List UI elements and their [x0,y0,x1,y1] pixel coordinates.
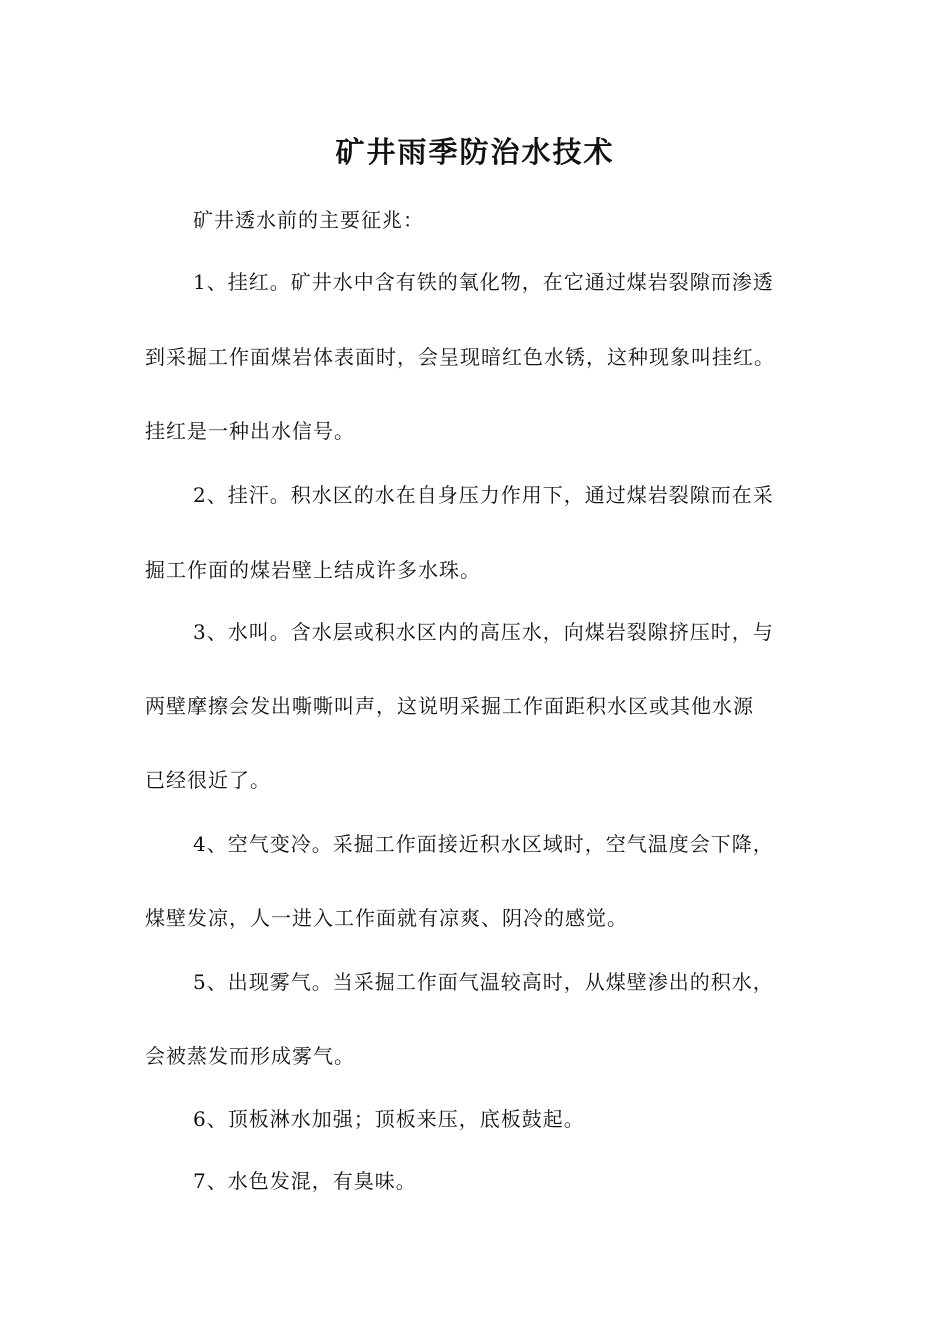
paragraph-line: 煤壁发凉，人一进入工作面就有凉爽、阴冷的感觉。 [145,906,628,930]
paragraph-line: 挂红是一种出水信号。 [145,419,355,443]
paragraph-line: 到采掘工作面煤岩体表面时，会呈现暗红色水锈，这种现象叫挂红。 [145,345,775,369]
paragraph-line: 会被蒸发而形成雾气。 [145,1044,355,1068]
paragraph-line: 7、水色发混，有臭味。 [193,1169,417,1193]
paragraph-intro: 矿井透水前的主要征兆： [193,208,424,232]
paragraph-line: 3、水叫。含水层或积水区内的高压水，向煤岩裂隙挤压时，与 [193,620,774,644]
paragraph-line: 4、空气变冷。采掘工作面接近积水区域时，空气温度会下降， [193,832,774,856]
paragraph-line: 6、顶板淋水加强；顶板来压，底板鼓起。 [193,1107,585,1131]
paragraph-line: 2、挂汗。积水区的水在自身压力作用下，通过煤岩裂隙而在采 [193,483,774,507]
paragraph-line: 掘工作面的煤岩壁上结成许多水珠。 [145,558,481,582]
paragraph-line: 1、挂红。矿井水中含有铁的氧化物，在它通过煤岩裂隙而渗透 [193,270,774,294]
paragraph-line: 5、出现雾气。当采掘工作面气温较高时，从煤壁渗出的积水， [193,970,774,994]
document-title: 矿井雨季防治水技术 [335,135,615,169]
paragraph-line: 已经很近了。 [145,768,271,792]
paragraph-line: 两壁摩擦会发出嘶嘶叫声，这说明采掘工作面距积水区或其他水源 [145,694,754,718]
